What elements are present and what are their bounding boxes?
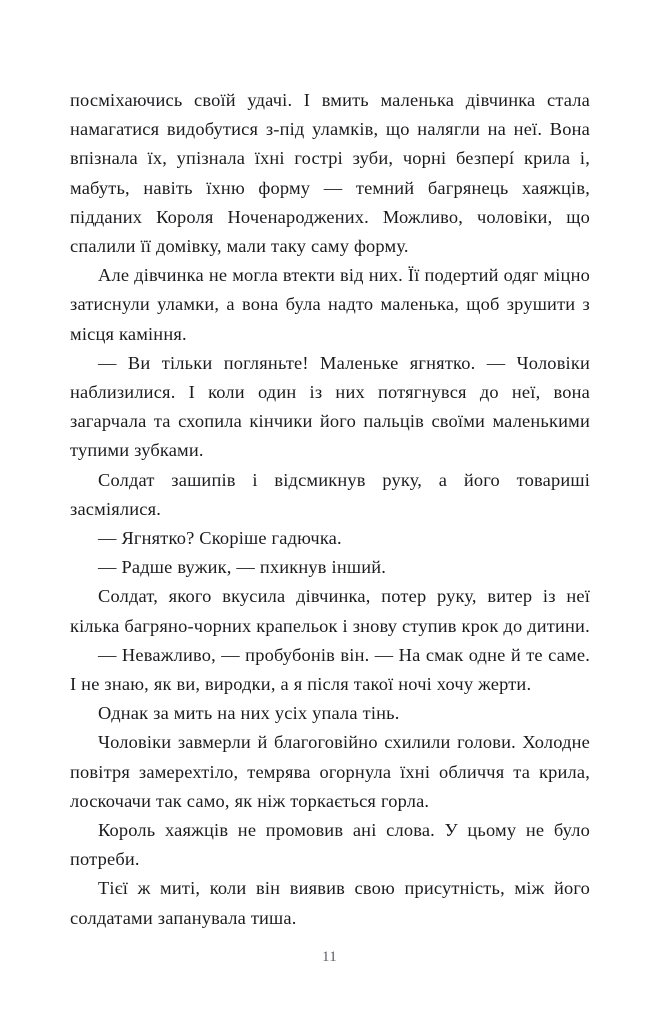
page-number: 11 <box>321 949 338 965</box>
paragraph: Однак за мить на них усіх упала тінь. <box>98 703 400 724</box>
paragraph: Тієї ж миті, коли він виявив свою присутність, між його солдатами запанувала тиша. <box>70 878 590 928</box>
paragraph-dialogue: — Ви тільки погляньте! Маленьке ягнятко. — Чоловіки наблизилися. І коли один із них потягнувся до неї, вона загарчала та схопила кінчики його пальців своїми маленькими тупими зубками. <box>70 352 590 461</box>
paragraph: Король хаяжців не промовив ані слова. У цьому не було потреби. <box>70 820 590 870</box>
paragraph: Але дівчинка не могла втекти від них. Її подертий одяг міцно затиснули уламки, а вона була надто маленька, щоб зрушити з місця каміння. <box>70 265 590 344</box>
paragraph-dialogue: — Радше вужик, — пхикнув інший. <box>98 557 387 578</box>
paragraph: посміхаючись своїй удачі. І вмить маленька дівчинка стала намагатися видобутися з-під уламків, що налягли на неї. Вона впізнала їх, упізнала їхні гострі зуби, чорні безперí крила і, мабуть, навіть їхню форму — темний багрянець хаяжців, підданих Короля Ноченароджених. Можливо, чоловіки, що спалили її домівку, мали таку саму форму. <box>70 90 590 257</box>
paragraph: Чоловіки завмерли й благоговійно схилили голови. Холодне повітря замерехтіло, темрява огорнула їхні обличчя та крила, лоскочачи так само, як ніж торкається горла. <box>70 732 590 811</box>
paragraph-dialogue: — Неважливо, — пробубонів він. — На смак одне й те саме. І не знаю, як ви, виродки, а я після такої ночі хочу жерти. <box>70 644 590 695</box>
paragraph: Солдат, якого вкусила дівчинка, потер руку, витер із неї кілька багряно-чорних крапельок і знову ступив крок до дитини. <box>70 586 590 636</box>
paragraph: Солдат зашипів і відсмикнув руку, а його товариші засміялися. <box>70 469 590 519</box>
page-text-block <box>70 86 590 933</box>
paragraph-dialogue: — Ягнятко? Скоріше гадючка. <box>98 528 342 549</box>
